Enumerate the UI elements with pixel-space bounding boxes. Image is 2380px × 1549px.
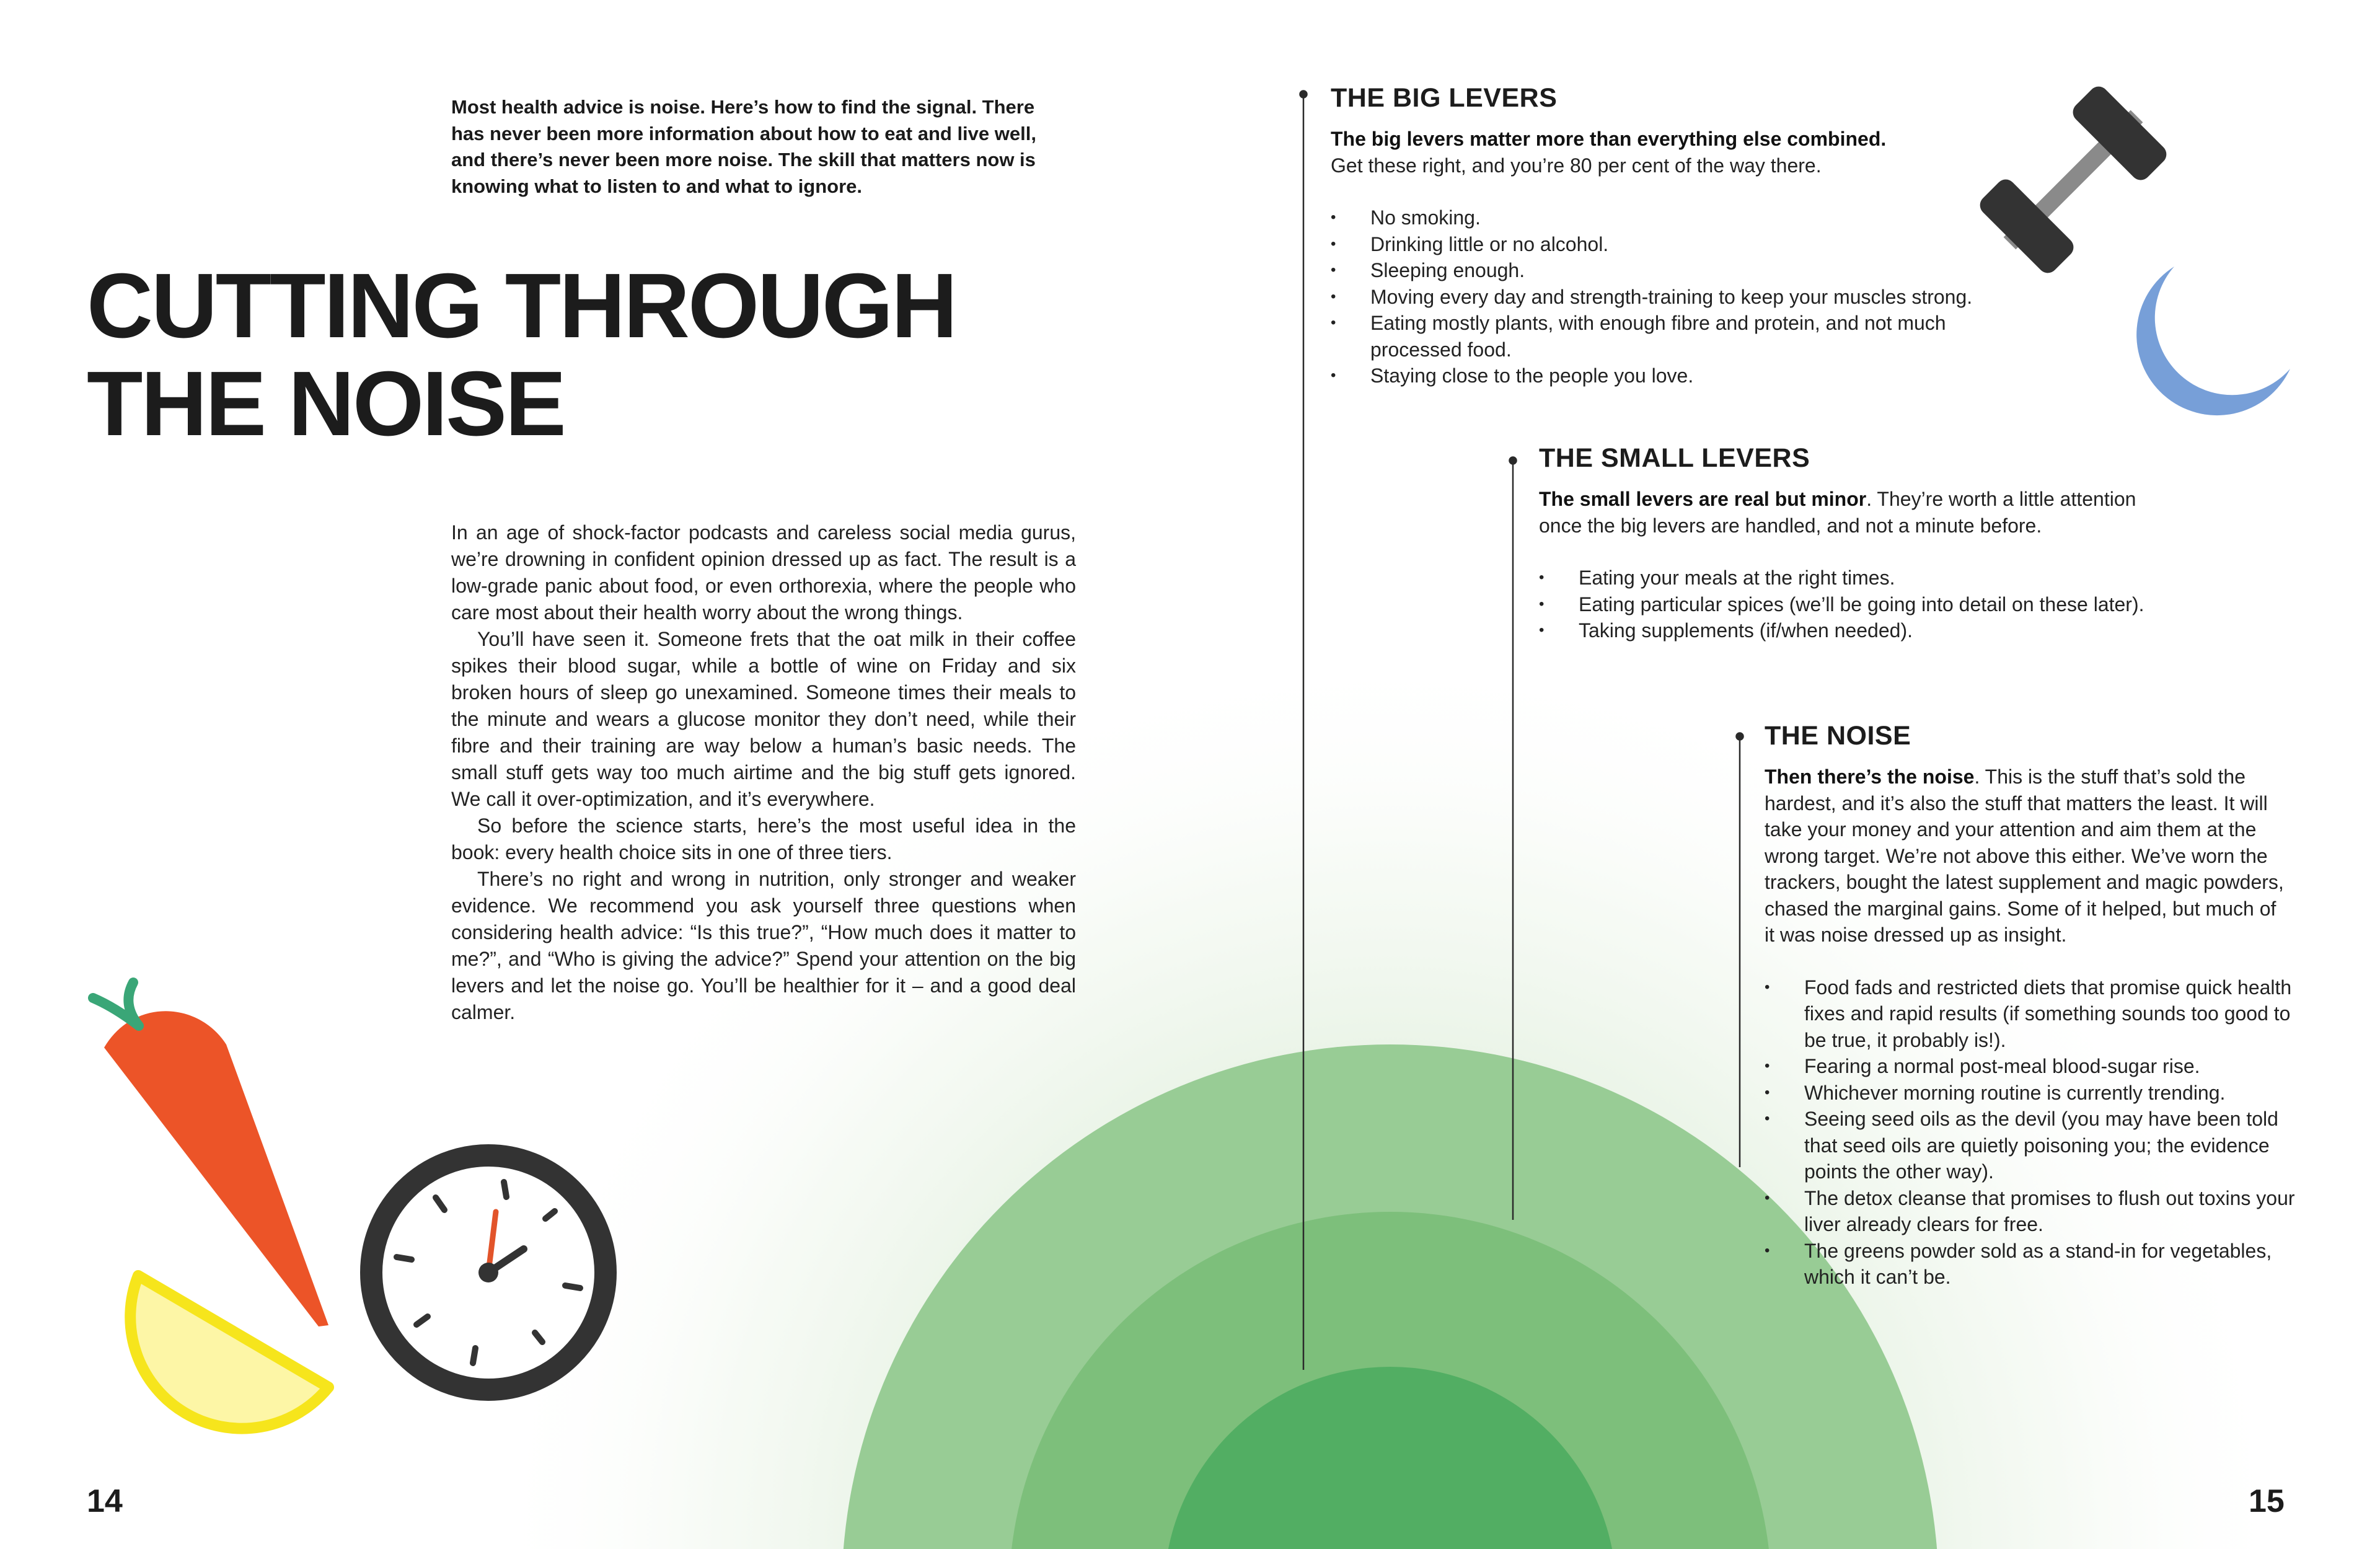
dumbbell-icon — [1973, 80, 2172, 279]
moon-icon — [2136, 267, 2290, 415]
big-levers-lead-bold: The big levers matter more than everything else combined. — [1331, 128, 1887, 150]
list-item: • Food fads and restricted diets that promise quick health fixes and rapid results (if something sounds too good to be true, it probably is!). — [1765, 974, 2298, 1054]
small-levers-lead-rest: . They’re worth a little attention once the big levers are handled, and not a minute before. — [1539, 488, 2136, 537]
list-item: • Taking supplements (if/when needed). — [1539, 617, 2208, 644]
page-number-left: 14 — [87, 1483, 123, 1519]
list-item: • Drinking little or no alcohol. — [1331, 231, 2037, 258]
body-paragraph-2: You’ll have seen it. Someone frets that the oat milk in their coffee spikes their blood sugar, while a bottle of wine on Friday and six broken hours of sleep go unexamined. Someone times their meals to the minute and wears a glucose monitor they don’t need, while their fibre and their training are way below a human’s basic needs. The small stuff gets way too much airtime and the big stuff gets ignored. We call it over-optimization, and it’s everywhere. — [451, 628, 1076, 810]
small-levers-heading: THE SMALL LEVERS — [1539, 443, 1810, 473]
list-item: • Fearing a normal post-meal blood-sugar rise. — [1765, 1053, 2298, 1080]
list-item: • Whichever morning routine is currently trending. — [1765, 1080, 2298, 1106]
list-item: • Eating mostly plants, with enough fibre and protein, and not much processed food. — [1331, 310, 2037, 363]
body-paragraph-4: There’s no right and wrong in nutrition, only stronger and weaker evidence. We recommend you ask yourself three questions when considering health advice: “Is this true?”, “How much does it matter to me?”, and “Who is giving the advice?” Spend your attention on the big levers and let the noise go. You’ll be healthier for it – and a good deal calmer. — [451, 868, 1076, 1023]
page-number-right: 15 — [2249, 1483, 2285, 1519]
intro-paragraph: Most health advice is noise. Here’s how to find the signal. There has never been more information about how to eat and live well, and there’s never been more noise. The skill that matters now is knowing what to listen to and what to ignore. — [451, 96, 1036, 197]
body-paragraph-1: In an age of shock-factor podcasts and careless social media gurus, we’re drowning in confident opinion dressed up as fact. The result is a low-grade panic about food, or even orthorexia, where the people who care most about their health worry about the wrong things. — [451, 521, 1076, 624]
body-paragraph-3: So before the science starts, here’s the most useful idea in the book: every health choice sits in one of three tiers. — [451, 814, 1076, 863]
big-levers-heading: THE BIG LEVERS — [1331, 83, 1558, 113]
noise-lead-rest: . This is the stuff that’s sold the hardest, and it’s also the stuff that matters the least. It will take your money and your attention and aim them at the wrong target. We’re not above this either. We’ve worn the trackers, bought the latest supplement and magic powders, chased the marginal gains. Some of it helped, but much of it was noise dressed up as insight. — [1765, 766, 2284, 946]
clock-icon — [371, 1155, 606, 1390]
list-item: • Sleeping enough. — [1331, 257, 2037, 284]
list-item: • The detox cleanse that promises to flush out toxins your liver already clears for free. — [1765, 1185, 2298, 1238]
title-line-1: CUTTING THROUGH — [87, 255, 956, 357]
list-item: • Eating particular spices (we’ll be going into detail on these later). — [1539, 591, 2208, 618]
list-item: • Moving every day and strength-training to keep your muscles strong. — [1331, 284, 2037, 311]
list-item: • Staying close to the people you love. — [1331, 363, 2037, 389]
title-line-2: THE NOISE — [87, 353, 565, 455]
noise-heading: THE NOISE — [1765, 721, 1911, 751]
big-levers-lead-rest: Get these right, and you’re 80 per cent of the way there. — [1331, 154, 1822, 177]
carrot-icon — [93, 982, 328, 1326]
list-item: • Seeing seed oils as the devil (you may have been told that seed oils are quietly poisoning you; the evidence points the other way). — [1765, 1106, 2298, 1185]
noise-lead-bold: Then there’s the noise — [1765, 766, 1975, 788]
small-levers-lead-bold: The small levers are real but minor — [1539, 488, 1867, 510]
list-item: • No smoking. — [1331, 205, 2037, 231]
list-item: • The greens powder sold as a stand-in for vegetables, which it can’t be. — [1765, 1238, 2298, 1291]
list-item: • Eating your meals at the right times. — [1539, 565, 2208, 591]
